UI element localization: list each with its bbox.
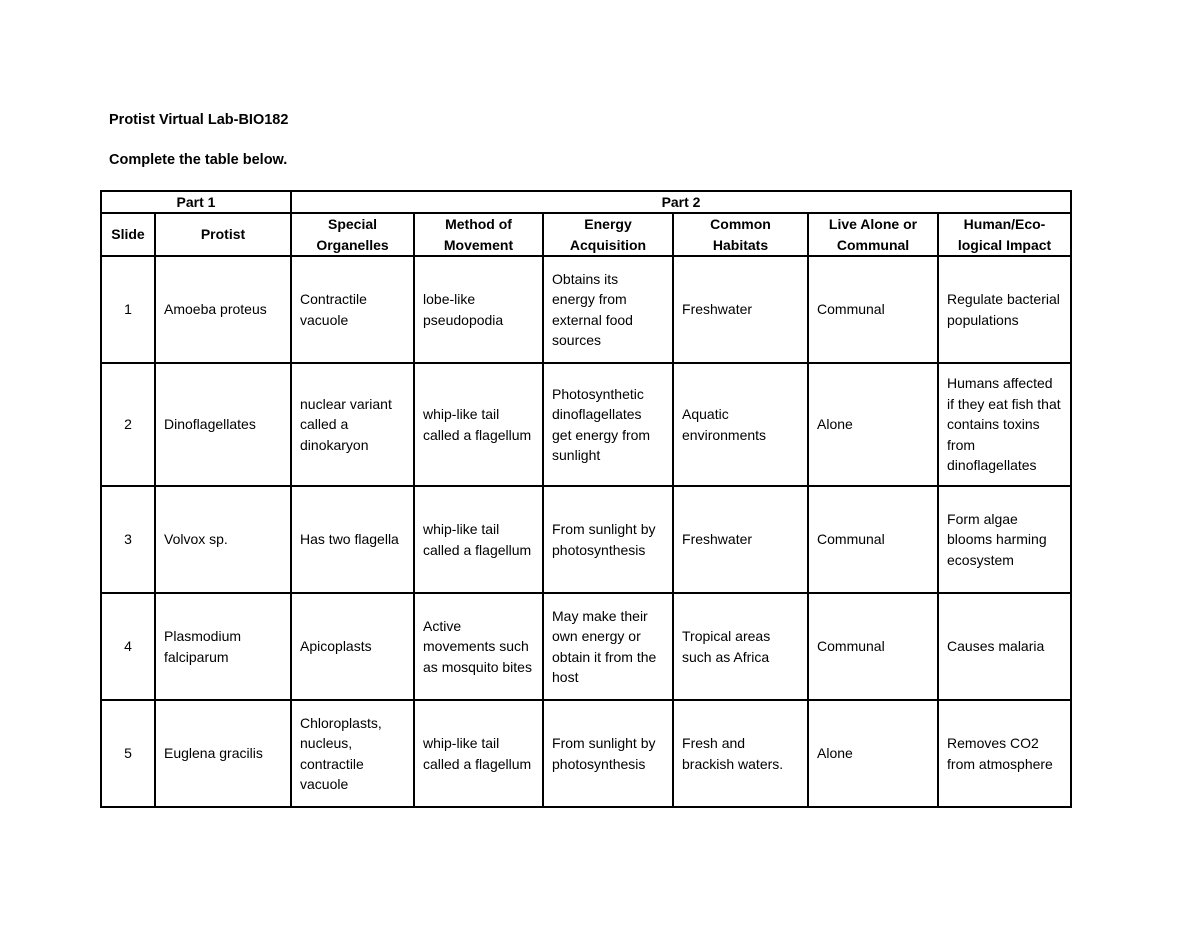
column-header-special-organelles: Special Organelles (291, 213, 414, 256)
table-cell-protist: Dinoflagellates (155, 363, 291, 486)
table-cell-movement: whip-like tail called a flagellum (414, 363, 543, 486)
table-row (101, 700, 1071, 807)
table-cell-slide: 4 (101, 593, 155, 700)
table-cell-impact: Causes malaria (938, 593, 1071, 700)
column-header-slide: Slide (101, 213, 155, 256)
table-cell-impact: Humans affected if they eat fish that contains toxins from dinoflagellates (938, 363, 1071, 486)
table-cell-movement: lobe-like pseudopodia (414, 256, 543, 363)
table-cell-habitat: Freshwater (673, 256, 808, 363)
column-header-energy-acquisition: Energy Acquisition (543, 213, 673, 256)
table-cell-habitat: Fresh and brackish waters. (673, 700, 808, 807)
column-header-ecological-impact: Human/Eco-logical Impact (938, 213, 1071, 256)
table-cell-alone-communal: Communal (808, 486, 938, 593)
document-instruction: Complete the table below. (109, 152, 288, 168)
table-cell-organelles: Has two flagella (291, 486, 414, 593)
table-cell-energy: Obtains its energy from external food sources (543, 256, 673, 363)
table-cell-slide: 3 (101, 486, 155, 593)
table-cell-organelles: nuclear variant called a dinokaryon (291, 363, 414, 486)
table-cell-energy: From sunlight by photosynthesis (543, 486, 673, 593)
document-title: Protist Virtual Lab-BIO182 (109, 112, 289, 128)
table-cell-alone-communal: Communal (808, 593, 938, 700)
column-header-live-alone-or-communal: Live Alone or Communal (808, 213, 938, 256)
table-cell-organelles: Contractile vacuole (291, 256, 414, 363)
column-header-method-of-movement: Method of Movement (414, 213, 543, 256)
table-cell-energy: May make their own energy or obtain it from the host (543, 593, 673, 700)
table-cell-slide: 5 (101, 700, 155, 807)
table-cell-alone-communal: Alone (808, 363, 938, 486)
table-cell-organelles: Chloroplasts, nucleus, contractile vacuole (291, 700, 414, 807)
table-cell-habitat: Aquatic environments (673, 363, 808, 486)
table-row (101, 486, 1071, 593)
column-header-protist: Protist (155, 213, 291, 256)
table-cell-alone-communal: Communal (808, 256, 938, 363)
column-header-row (101, 213, 1071, 256)
table-cell-slide: 2 (101, 363, 155, 486)
table-cell-movement: whip-like tail called a flagellum (414, 700, 543, 807)
table-cell-alone-communal: Alone (808, 700, 938, 807)
table-row (101, 593, 1071, 700)
column-header-common-habitats: Common Habitats (673, 213, 808, 256)
table-cell-impact: Regulate bacterial populations (938, 256, 1071, 363)
table-cell-energy: From sunlight by photosynthesis (543, 700, 673, 807)
table-cell-movement: whip-like tail called a flagellum (414, 486, 543, 593)
table-cell-energy: Photosynthetic dinoflagellates get energy from sunlight (543, 363, 673, 486)
table-cell-protist: Euglena gracilis (155, 700, 291, 807)
table-row (101, 363, 1071, 486)
protist-table (100, 190, 1072, 808)
table-cell-organelles: Apicoplasts (291, 593, 414, 700)
part-2-header: Part 2 (291, 191, 1071, 213)
table-cell-slide: 1 (101, 256, 155, 363)
table-cell-protist: Amoeba proteus (155, 256, 291, 363)
table-cell-habitat: Freshwater (673, 486, 808, 593)
table-row (101, 256, 1071, 363)
table-cell-protist: Volvox sp. (155, 486, 291, 593)
table-cell-movement: Active movements such as mosquito bites (414, 593, 543, 700)
table-cell-habitat: Tropical areas such as Africa (673, 593, 808, 700)
table-cell-protist: Plasmodium falciparum (155, 593, 291, 700)
part-1-header: Part 1 (101, 191, 291, 213)
table-cell-impact: Form algae blooms harming ecosystem (938, 486, 1071, 593)
table-cell-impact: Removes CO2 from atmosphere (938, 700, 1071, 807)
part-header-row (101, 191, 1071, 213)
